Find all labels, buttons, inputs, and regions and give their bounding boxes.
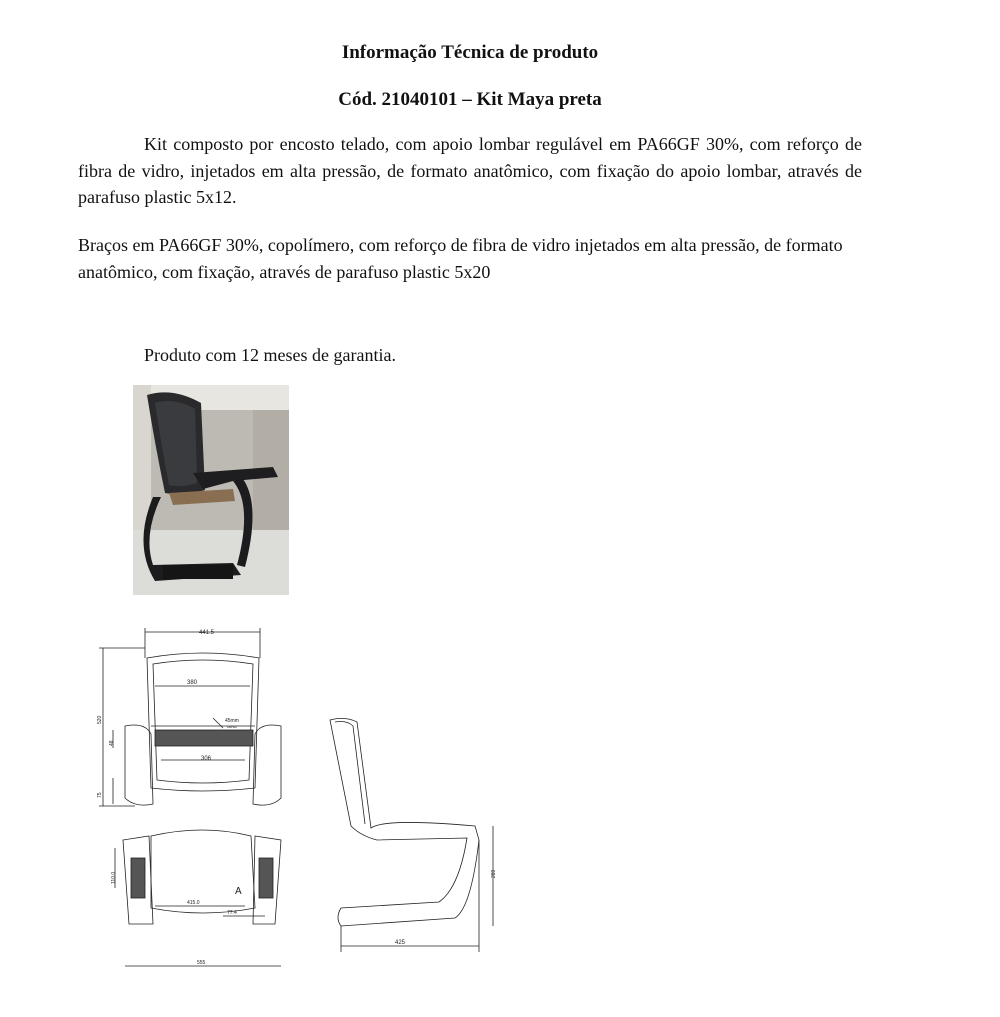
technical-drawing: [95, 618, 515, 978]
description-paragraph-backrest: Kit composto por encosto telado, com apoio lombar regulável em PA66GF 30%, com reforço de fibra de vidro, injetados em alta pressão, de formato anatômico, com fixação do apoio lombar, através de parafuso plastic 5x12.: [78, 134, 862, 207]
product-code-heading: Cód. 21040101 – Kit Maya preta: [338, 89, 602, 110]
svg-text:425: 425: [395, 940, 406, 946]
svg-text:555: 555: [197, 960, 206, 966]
svg-text:380: 380: [187, 680, 198, 686]
document-title: Informação Técnica de produto: [341, 42, 599, 63]
svg-text:45mm: 45mm: [225, 718, 239, 724]
description-paragraph-arms: Braços em PA66GF 30%, copolímero, com reforço de fibra de vidro injetados em alta pressão, de formato anatômico, com fixação, através de parafuso plastic 5x20: [78, 235, 843, 282]
top-view: [111, 830, 281, 966]
svg-text:306: 306: [201, 756, 212, 762]
svg-text:441.5: 441.5: [199, 630, 215, 636]
svg-text:48: 48: [109, 740, 115, 746]
svg-text:520: 520: [97, 715, 103, 724]
svg-text:curso: curso: [227, 724, 237, 729]
svg-text:77.4: 77.4: [227, 910, 237, 916]
svg-text:289: 289: [491, 869, 497, 878]
svg-text:A: A: [235, 886, 242, 897]
svg-text:110.0: 110.0: [111, 871, 117, 884]
side-view: [330, 718, 497, 952]
front-view: [97, 628, 281, 806]
product-photo: [133, 385, 289, 595]
svg-text:75: 75: [97, 792, 103, 798]
warranty-text: Produto com 12 meses de garantia.: [144, 345, 396, 365]
svg-text:415.0: 415.0: [187, 900, 200, 906]
